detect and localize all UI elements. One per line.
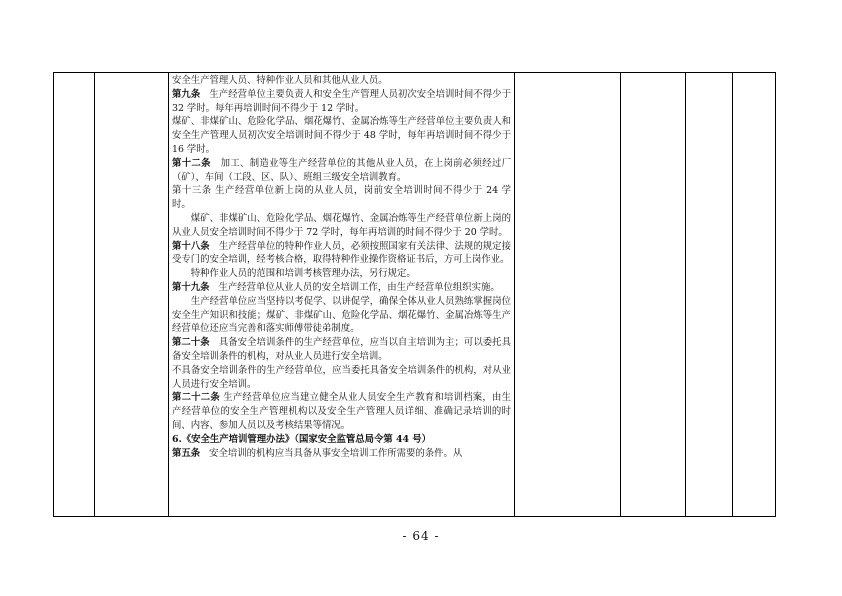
paragraph: 煤矿、非煤矿山、危险化学品、烟花爆竹、金属冶炼等生产经营单位新上岗的从业人员安全培训时间不得少于 72 学时，每年再培训的时间不得少于 20 学时。 bbox=[172, 212, 511, 238]
article-number: 第五条 bbox=[172, 447, 201, 459]
table-row bbox=[54, 73, 776, 517]
paragraph: 煤矿、非煤矿山、危险化学品、烟花爆竹、金属冶炼等生产经营单位主要负责人和安全生产管理人员初次安全培训时间不得少于 48 学时，每年再培训时间不得少于 16 学时。 bbox=[172, 116, 511, 155]
article-5 bbox=[172, 447, 511, 461]
article-number: 第十八条 bbox=[172, 240, 210, 252]
article-18 bbox=[172, 240, 511, 268]
article-22 bbox=[172, 391, 511, 432]
paragraph: 生产经营单位应当坚持以考促学、以讲促学，确保全体从业人员熟练掌握岗位安全生产知识和技能；煤矿、非煤矿山、危险化学品、烟花爆竹、金属冶炼等生产经营单位还应当完善和落实师傅带徒弟制度。 bbox=[172, 295, 511, 335]
article-text: 安全培训的机构应当具备从事安全培训工作所需要的条件。从 bbox=[209, 447, 463, 459]
table-cell-2 bbox=[95, 73, 169, 517]
table-cell-1 bbox=[54, 73, 95, 517]
article-number: 第十九条 bbox=[172, 281, 210, 293]
article-number: 第十二条 bbox=[172, 157, 211, 169]
table-cell-content bbox=[169, 73, 515, 517]
article-text: 生产经营单位从业人员的安全培训工作，由生产经营单位组织实施。 bbox=[218, 281, 500, 293]
table-cell-7 bbox=[733, 73, 776, 517]
article-number: 第二十二条 bbox=[172, 392, 220, 404]
article-number: 第九条 bbox=[172, 88, 201, 100]
paragraph: 不具备安全培训条件的生产经营单位，应当委托具备安全培训条件的机构，对从业人员进行安全培训。 bbox=[172, 364, 511, 390]
paragraph: 特种作业人员的范围和培训考核管理办法，另行规定。 bbox=[190, 268, 416, 280]
article-13: 第十三条 生产经营单位新上岗的从业人员，岗前安全培训时间不得少于 24 学时。 bbox=[172, 185, 511, 211]
table-cell-4 bbox=[515, 73, 621, 517]
article-text: 具备安全培训条件的生产经营单位，应当以自主培训为主；可以委托具备安全培训条件的机构，对从业人员进行安全培训。 bbox=[172, 337, 511, 362]
article-number: 第二十条 bbox=[172, 337, 210, 349]
article-text: 生产经营单位主要负责人和安全生产管理人员初次安全培训时间不得少于 32 学时。每年再培训时间不得少于 12 学时。 bbox=[172, 88, 511, 114]
regulation-text bbox=[169, 73, 514, 516]
table-cell-6 bbox=[686, 73, 733, 517]
article-19 bbox=[172, 281, 511, 295]
article-text: 生产经营单位应当建立健全从业人员安全生产教育和培训档案，由生产经营单位的安全生产管理机构以及安全生产管理人员详细、准确记录培训的时间、内容、参加人员以及考核结果等情况。 bbox=[172, 392, 511, 431]
article-9 bbox=[172, 88, 511, 116]
regulation-table bbox=[53, 72, 776, 517]
article-text: 生产经营单位的特种作业人员，必须按照国家有关法律、法规的规定接受专门的安全培训，经考核合格，取得特种作业操作资格证书后，方可上岗作业。 bbox=[172, 240, 511, 266]
table-cell-5 bbox=[621, 73, 686, 517]
page-number: - 64 - bbox=[402, 529, 440, 543]
paragraph: 安全生产管理人员、特种作业人员和其他从业人员。 bbox=[172, 75, 388, 86]
article-12 bbox=[172, 157, 511, 185]
article-20 bbox=[172, 336, 511, 364]
section-heading: 6.《安全生产培训管理办法》（国家安全监管总局令第 44 号） bbox=[172, 433, 432, 445]
article-text: 加工、制造业等生产经营单位的其他从业人员，在上岗前必须经过厂（矿）、车间（工段、区、队）、班组三级安全培训教育。 bbox=[172, 157, 511, 183]
